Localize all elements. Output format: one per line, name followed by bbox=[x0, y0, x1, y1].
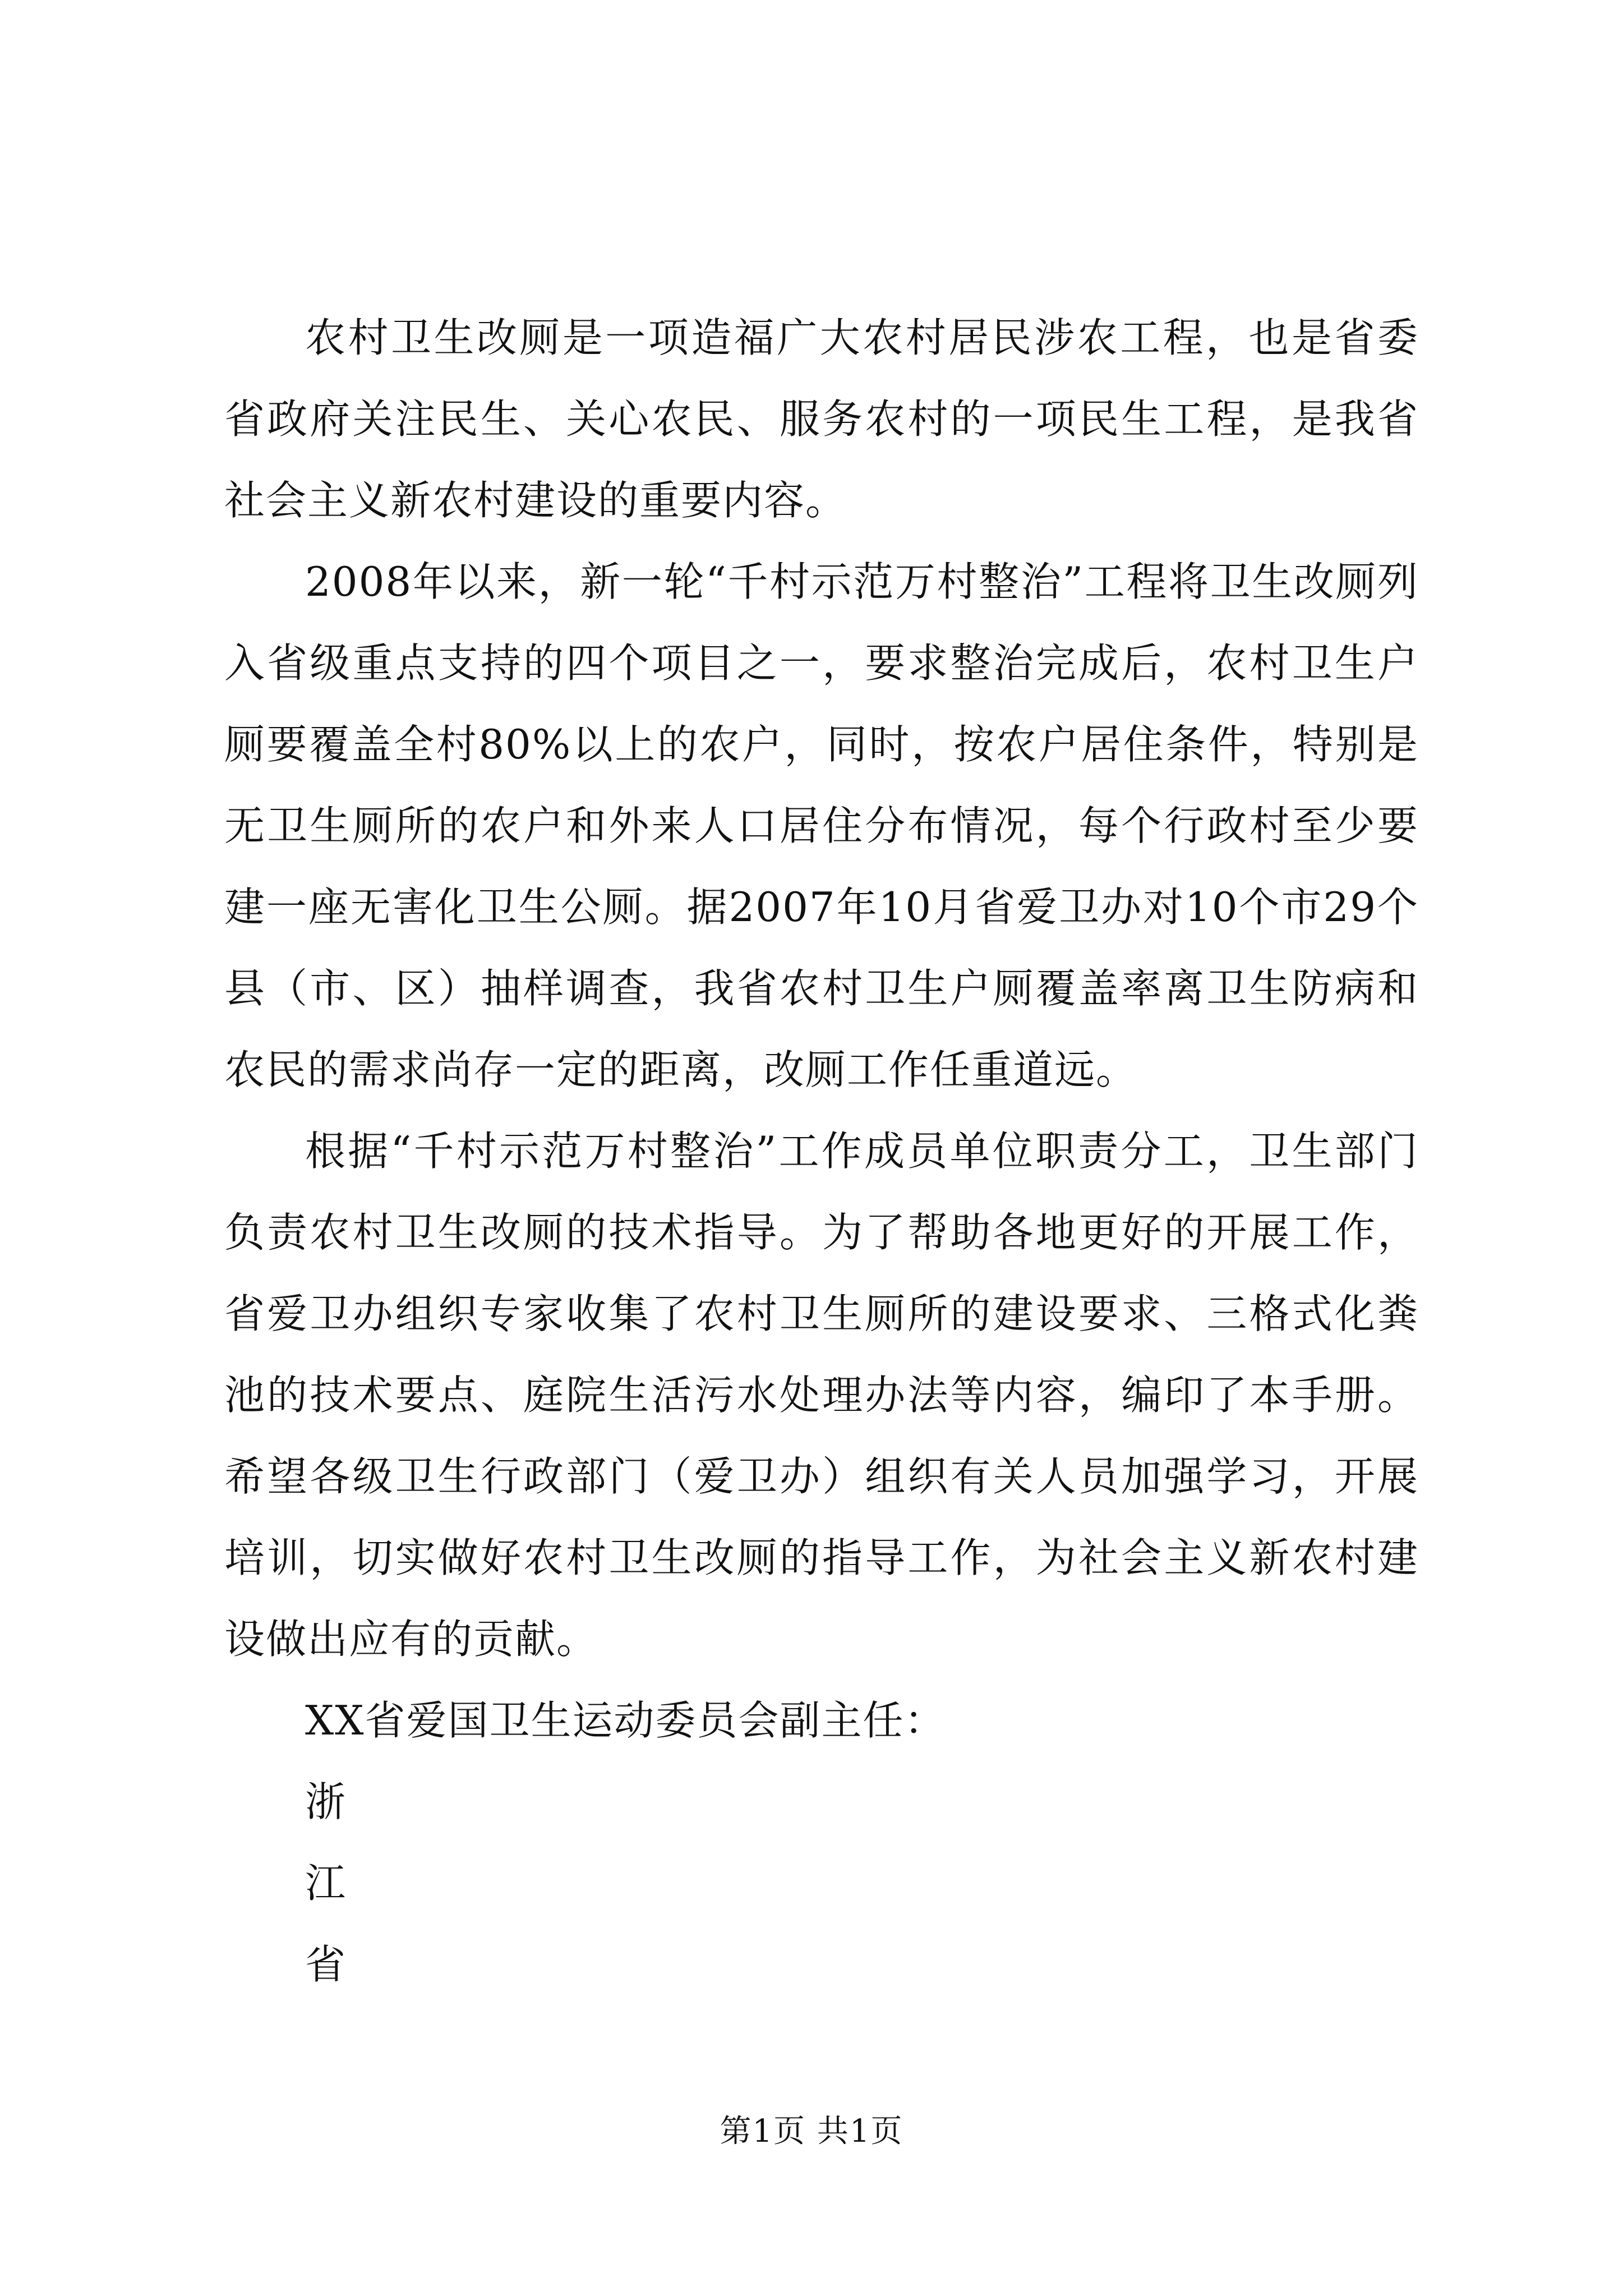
page-number-footer: 第1页 共1页 bbox=[720, 2113, 903, 2150]
paragraph-intro: 农村卫生改厕是一项造福广大农村居民涉农工程，也是省委省政府关注民生、关心农民、服务农村的一项民生工程，是我省社会主义新农村建设的重要内容。 bbox=[224, 314, 1419, 524]
signature-title: XX省爱国卫生运动委员会副主任： bbox=[305, 1697, 946, 1744]
signature-line: 江 bbox=[305, 1860, 347, 1907]
document-body bbox=[224, 297, 1419, 2005]
paragraph-background: 2008年以来，新一轮“千村示范万村整治”工程将卫生改厕列入省级重点支持的四个项目之一，要求整治完成后，农村卫生户厕要覆盖全村80%以上的农户，同时，按农户居住条件，特别是无卫生厕所的农户和外来人口居住分布情况，每个行政村至少要建一座无害化卫生公厕。据2007年10月省爱卫办对10个市29个县（市、区）抽样调查，我省农村卫生户厕覆盖率离卫生防病和农民的需求尚存一定的距离，改厕工作任重道远。 bbox=[224, 558, 1419, 1093]
paragraph-purpose: 根据“千村示范万村整治”工作成员单位职责分工，卫生部门负责农村卫生改厕的技术指导。为了帮助各地更好的开展工作，省爱卫办组织专家收集了农村卫生厕所的建设要求、三格式化粪池的技术要点、庭院生活污水处理办法等内容，编印了本手册。希望各级卫生行政部门（爱卫办）组织有关人员加强学习，开展培训，切实做好农村卫生改厕的指导工作，为社会主义新农村建设做出应有的贡献。 bbox=[224, 1128, 1419, 1663]
signature-line: 省 bbox=[305, 1941, 347, 1988]
signature-line: 浙 bbox=[305, 1778, 347, 1825]
